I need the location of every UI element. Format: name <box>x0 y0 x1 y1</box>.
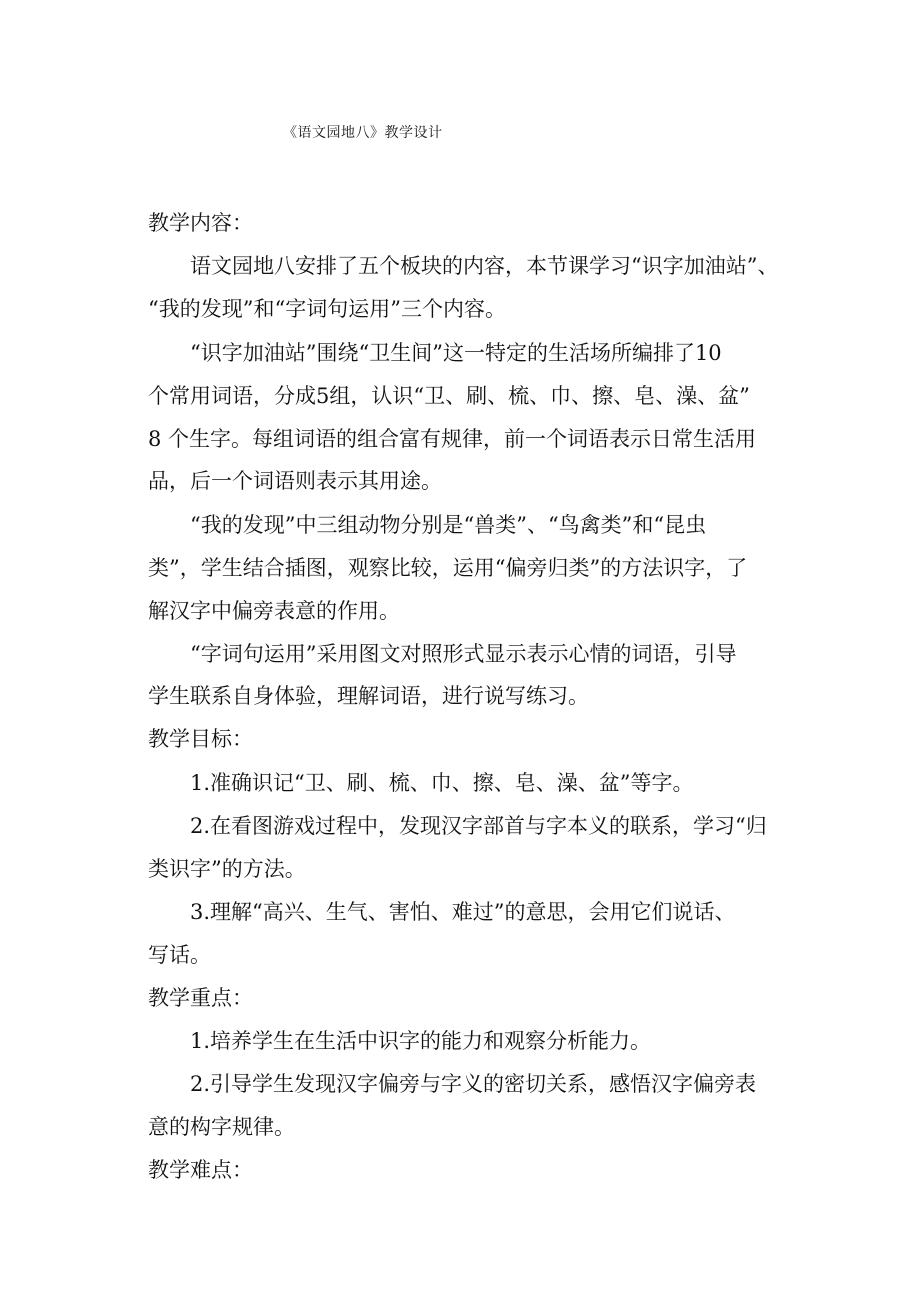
heading-key-points: 教学重点： <box>148 986 253 1010</box>
heading-teaching-goals: 教学目标： <box>148 727 253 751</box>
content-paragraph-3-line-2: 类”，学生结合插图，观察比较，运用“偏旁归类”的方法识字，了 <box>148 556 748 580</box>
heading-difficulties: 教学难点： <box>148 1158 253 1182</box>
content-paragraph-3-line-3: 解汉字中偏旁表意的作用。 <box>148 599 400 623</box>
key-point-1-line-1: 1.培养学生在生活中识字的能力和观察分析能力。 <box>190 1029 652 1053</box>
content-paragraph-2-line-3: 8 个生字。每组词语的组合富有规律，前一个词语表示日常生活用 <box>148 427 757 451</box>
content-paragraph-4-line-2: 学生联系自身体验，理解词语，进行说写练习。 <box>148 684 589 708</box>
content-paragraph-1-line-1: 语文园地八安排了五个板块的内容，本节课学习“识字加油站”、 <box>190 254 779 278</box>
content-paragraph-2-line-2: 个常用词语，分成5组，认识“卫、刷、梳、巾、擦、皂、澡、盆” <box>148 384 750 408</box>
content-paragraph-4-line-1: “字词句运用”采用图文对照形式显示表示心情的词语，引导 <box>190 642 737 666</box>
goal-2-line-2: 类识字”的方法。 <box>148 857 306 881</box>
content-paragraph-3-line-1: “我的发现”中三组动物分别是“兽类”、“鸟禽类”和“昆虫 <box>190 513 707 537</box>
goal-3-line-2: 写话。 <box>148 943 211 967</box>
content-paragraph-1-line-2: “我的发现”和“字词句运用”三个内容。 <box>148 297 506 321</box>
goal-2-line-1: 2.在看图游戏过程中，发现汉字部首与字本义的联系，学习“归 <box>190 814 767 838</box>
content-paragraph-2-line-1: “识字加油站”围绕“卫生间”这一特定的生活场所编排了10 <box>190 341 722 365</box>
key-point-2-line-2: 意的构字规律。 <box>148 1115 295 1139</box>
content-paragraph-2-line-4: 品，后一个词语则表示其用途。 <box>148 469 442 493</box>
document-title: 《语文园地八》教学设计 <box>283 125 443 141</box>
goal-1-line-1: 1.准确识记“卫、刷、梳、巾、擦、皂、澡、盆”等字。 <box>190 771 694 795</box>
key-point-2-line-1: 2.引导学生发现汉字偏旁与字义的密切关系，感悟汉字偏旁表 <box>190 1072 757 1096</box>
heading-teaching-content: 教学内容： <box>148 211 253 235</box>
goal-3-line-1: 3.理解“高兴、生气、害怕、难过”的意思，会用它们说话、 <box>190 900 736 924</box>
